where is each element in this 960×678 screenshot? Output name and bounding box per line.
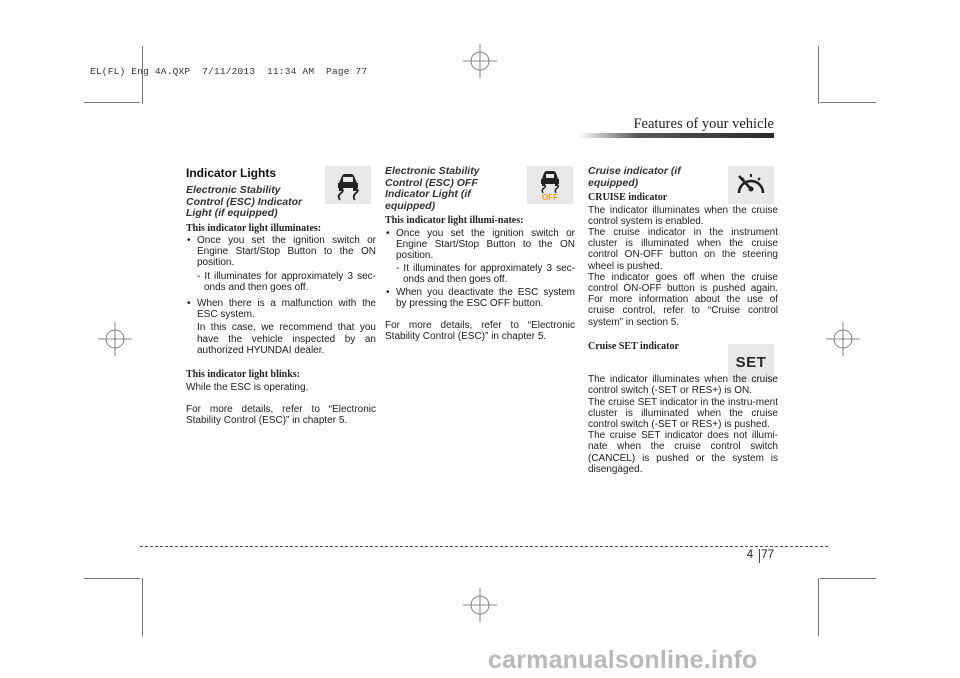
crop-mark	[84, 102, 140, 103]
column-cruise	[588, 164, 778, 475]
esc-blinks-heading: This indicator light blinks:	[186, 369, 301, 381]
list-subitem: - It illuminates for approximately 3 sec-onds and then goes off.	[197, 270, 376, 293]
chapter-number: 4	[746, 549, 754, 561]
header-rule	[578, 133, 774, 138]
watermark: carmanualsonline.info	[488, 646, 758, 674]
registration-mark-icon	[826, 322, 860, 356]
paragraph: For more details, refer to “Electronic Stability Control (ESC)” in chapter 5.	[385, 319, 575, 343]
column-indicator-lights	[186, 164, 376, 426]
cruise-set-label: SET	[735, 354, 767, 371]
registration-mark-icon	[463, 44, 497, 78]
crop-mark	[820, 102, 876, 103]
esc-off-label: OFF	[542, 193, 558, 202]
paragraph: The indicator goes off when the cruise control ON-OFF button is pushed again. For more information about the use of cruise control, refer to “Cruise control system” in section 5.	[588, 271, 778, 328]
running-head: Features of your vehicle	[633, 116, 774, 132]
crop-mark	[820, 578, 876, 579]
cruise-indicator-heading: CRUISE indicator	[588, 192, 668, 203]
paragraph: The indicator illuminates when the cruise control system is enabled.	[588, 204, 778, 227]
page-number-value: 77	[761, 549, 774, 561]
registration-mark-icon	[98, 322, 132, 356]
list-item: • Once you set the ignition switch or Engine Start/Stop Button to the ON position.	[385, 228, 575, 262]
list-item: • When you deactivate the ESC system by pressing the ESC OFF button.	[385, 287, 575, 309]
list-item-note: In this case, we recommend that you have the vehicle inspected by an authorized HYUNDAI dealer.	[197, 322, 376, 356]
paragraph: The cruise SET indicator does not illumi-nate when the cruise control switch (CANCEL) is pushed or the system is disengaged.	[588, 430, 778, 475]
prepress-slug: EL(FL) Eng 4A.QXP 7/11/2013 11:34 AM Page 77	[90, 66, 368, 77]
column-esc-off	[385, 164, 575, 342]
footer-rule	[140, 546, 828, 547]
crop-mark	[818, 578, 819, 636]
crop-mark	[818, 46, 819, 104]
paragraph: The cruise indicator in the instrument cluster is illuminated when the cruise control ON-OFF button on the steering wheel is pushed.	[588, 226, 778, 272]
paragraph: The indicator illuminates when the cruise control switch (-SET or RES+) is ON.	[588, 374, 778, 397]
paragraph: The cruise SET indicator in the instru-ment cluster is illuminated when the cruise control switch (-SET or RES+) is pushed.	[588, 396, 778, 431]
cruise-indicator-title: Cruise indicator (if equipped)	[588, 165, 681, 189]
esc-illuminates-heading: This indicator light illuminates:	[186, 222, 322, 234]
crop-mark	[84, 578, 140, 579]
crop-mark	[142, 578, 143, 636]
registration-mark-icon	[463, 588, 497, 622]
page-number	[747, 549, 774, 561]
paragraph: For more details, refer to “Electronic Stability Control (ESC)” in chapter 5.	[186, 403, 376, 426]
cruise-set-heading: Cruise SET indicator	[588, 340, 679, 352]
paragraph: While the ESC is operating.	[186, 381, 309, 393]
esc-off-indicator-title: Electronic Stability Control (ESC) OFF Indicator Light (if equipped)	[385, 165, 480, 212]
esc-off-illuminates-heading: This indicator light illumi-nates:	[385, 215, 524, 226]
section-title: Indicator Lights	[186, 166, 276, 180]
list-subitem: - It illuminates for approximately 3 sec-onds and then goes off.	[396, 263, 575, 286]
list-item: • When there is a malfunction with the ESC system.	[186, 298, 376, 320]
esc-indicator-title: Electronic Stability Control (ESC) Indicator Light (if equipped)	[186, 184, 303, 219]
list-item: • Once you set the ignition switch or Engine Start/Stop Button to the ON position.	[186, 235, 376, 269]
